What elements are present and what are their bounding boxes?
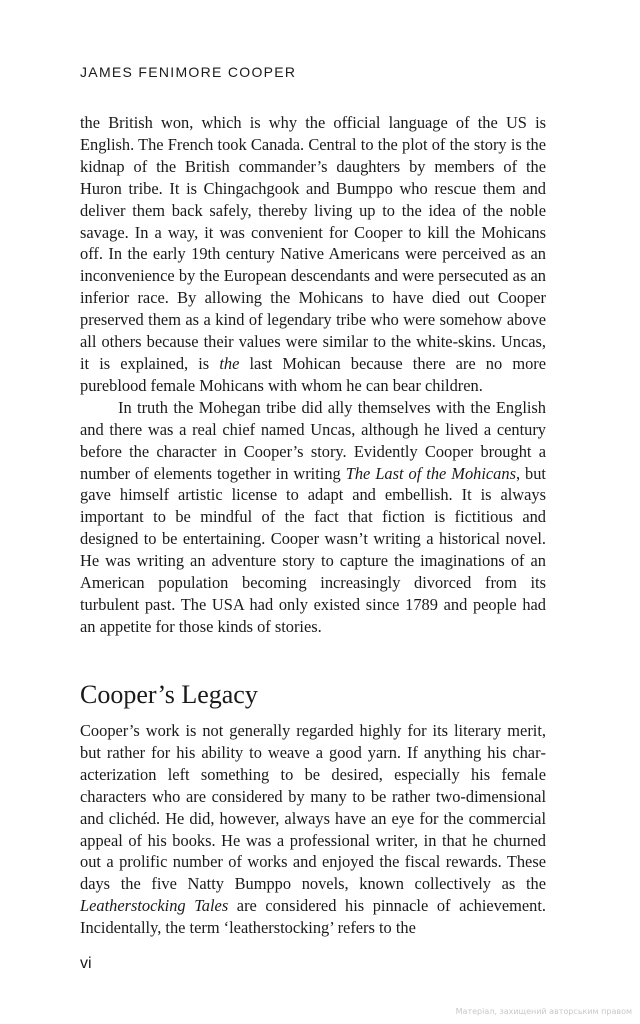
paragraph-2-end: , but gave himself artistic license to adapt and embellish. It is always important to be mindful of the fact that fiction is fictitious and designed to be entertaining. Cooper wasn’t writing a historical novel. He was writing an adventure story to capture the imaginations of an American population becoming increasingly divorced from its turbulent past. The USA had only existed since 1789 and people had an appetite for those kinds of stories.	[80, 463, 546, 636]
copyright-watermark: Матеріал, захищений авторським правом	[455, 1007, 632, 1016]
paragraph-3-start: Cooper’s work is not generally regarded highly for its literary merit, but rather for his ability to weave a good yarn. If anything his characterization left something to be desired, especially his female characters who are considered by many to be rather two-dimensional and clichéd. He did, however, always have an eye for the commercial appeal of his books. He was a professional writer, in that he churned out a prolific number of works and enjoyed the fiscal rewards. These days the five Natty Bumppo novels, known collectively as the	[80, 721, 546, 894]
paragraph-1	[80, 112, 546, 397]
book-title-leatherstocking-tales: Leatherstocking Tales	[80, 896, 229, 916]
paragraph-1-end: last Mohican because there are no more pureblood female Mohicans with whom he can bear children.	[80, 353, 546, 395]
running-head: JAMES FENIMORE COOPER	[80, 64, 297, 80]
paragraph-1-text: the British won, which is why the official language of the US is English. The French took Canada. Central to the plot of the story is the kidnap of the British commander’s daughters by members of the Huron tribe. It is Chingachgook and Bumppo who rescue them and deliver them back safely, thereby living up to the idea of the noble savage. In a way, it was convenient for Cooper to kill the Mohicans off. In the early 19th century Native Americans were perceived as an inconvenience by the European descendants and were persecuted as an inferior race. By allowing the Mohicans to have died out Cooper preserved them as a kind of legendary tribe who were somehow above all others because their values were similar to the white-skins. Uncas, it is explained, is	[80, 113, 546, 373]
body-text-lower	[80, 720, 546, 939]
paragraph-2	[80, 397, 546, 638]
paragraph-3	[80, 720, 546, 939]
section-heading: Cooper’s Legacy	[80, 680, 258, 709]
book-title-last-of-the-mohicans: The Last of the Mohicans	[345, 463, 516, 483]
body-text-upper	[80, 112, 546, 638]
paragraph-2-start: In truth the Mohegan tribe did ally themselves with the English and there was a real chief named Uncas, although he lived a century before the character in Cooper’s story. Evidently Cooper brought a number of elements together in writing	[80, 397, 546, 483]
paragraph-3-end: are considered his pinnacle of achievement. Incidentally, the term ‘leatherstocking’ refers to the	[80, 896, 546, 938]
emphasis-the: the	[219, 353, 240, 373]
page-number: vi	[80, 955, 92, 972]
